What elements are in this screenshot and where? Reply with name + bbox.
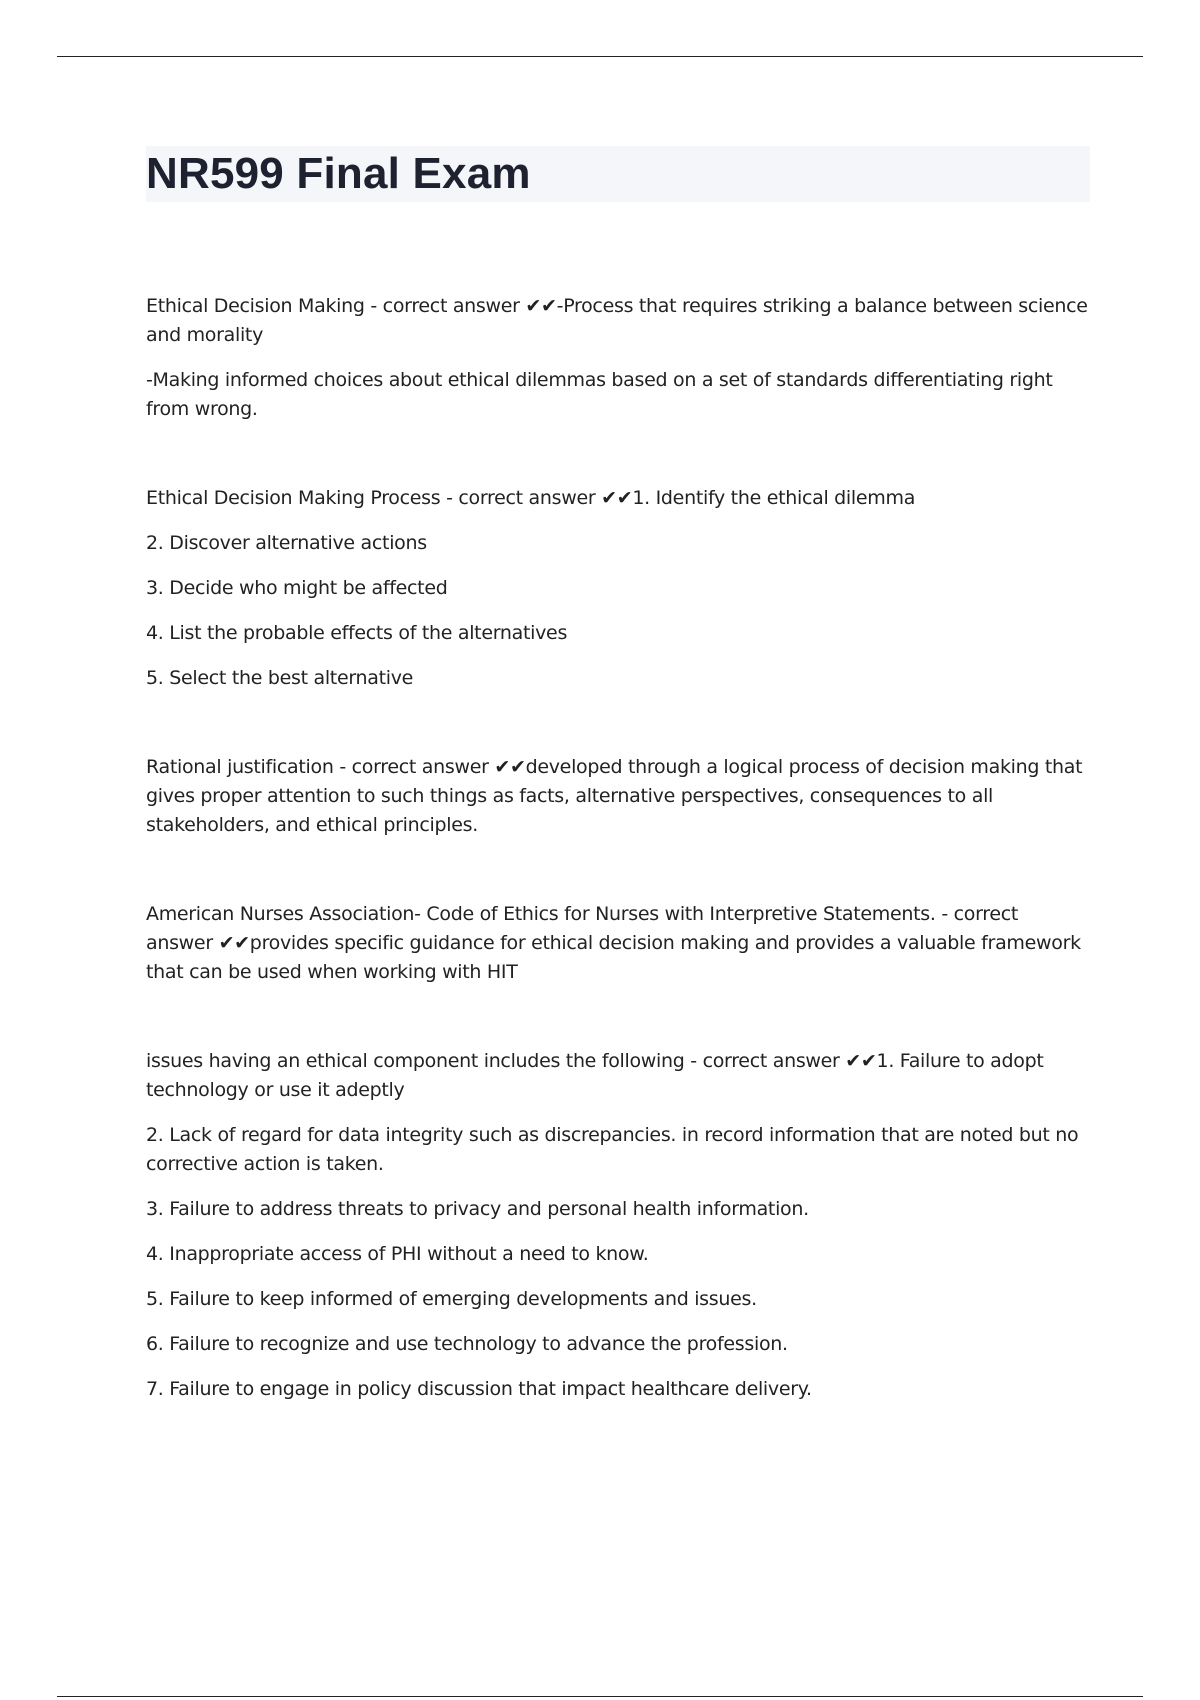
bottom-divider [57, 1696, 1143, 1697]
qa-entry-ana-code-of-ethics [146, 900, 1090, 987]
entry-list-item: 3. Failure to address threats to privacy and personal health information. [146, 1198, 809, 1220]
qa-entry-ethical-issues [146, 1047, 1090, 1404]
top-divider [57, 56, 1143, 57]
entry-list-item: 2. Discover alternative actions [146, 532, 427, 554]
entry-list-item: 4. Inappropriate access of PHI without a need to know. [146, 1243, 649, 1265]
entry-list-item: 5. Select the best alternative [146, 667, 414, 689]
entry-paragraph: issues having an ethical component includes the following - correct answer ✔✔1. Failure to adopt technology or use it adeptly [146, 1050, 1044, 1101]
entry-list-item: 5. Failure to keep informed of emerging developments and issues. [146, 1288, 757, 1310]
entry-list-item: 2. Lack of regard for data integrity such as discrepancies. in record information that are noted but no corrective action is taken. [146, 1124, 1079, 1175]
document-body [146, 292, 1090, 1464]
entry-list-item: 7. Failure to engage in policy discussion that impact healthcare delivery. [146, 1378, 812, 1400]
qa-entry-rational-justification [146, 753, 1090, 840]
qa-entry-ethical-decision-making [146, 292, 1090, 424]
entry-paragraph: -Making informed choices about ethical dilemmas based on a set of standards differentiating right from wrong. [146, 369, 1053, 420]
page-title: NR599 Final Exam [146, 149, 531, 198]
entry-paragraph: Ethical Decision Making Process - correct answer ✔✔1. Identify the ethical dilemma [146, 487, 916, 509]
entry-list-item: 6. Failure to recognize and use technology to advance the profession. [146, 1333, 788, 1355]
qa-entry-decision-making-process [146, 484, 1090, 693]
entry-paragraph: American Nurses Association- Code of Ethics for Nurses with Interpretive Statements. - correct answer ✔✔provides specific guidance for ethical decision making and provides a valuable framework that can be used when working with HIT [146, 903, 1081, 983]
entry-list-item: 3. Decide who might be affected [146, 577, 448, 599]
entry-paragraph: Rational justification - correct answer ✔✔developed through a logical process of decision making that gives proper attention to such things as facts, alternative perspectives, consequences to all stakeholders, and ethical principles. [146, 756, 1083, 836]
entry-list-item: 4. List the probable effects of the alternatives [146, 622, 568, 644]
entry-paragraph: Ethical Decision Making - correct answer ✔✔-Process that requires striking a balance between science and morality [146, 295, 1088, 346]
